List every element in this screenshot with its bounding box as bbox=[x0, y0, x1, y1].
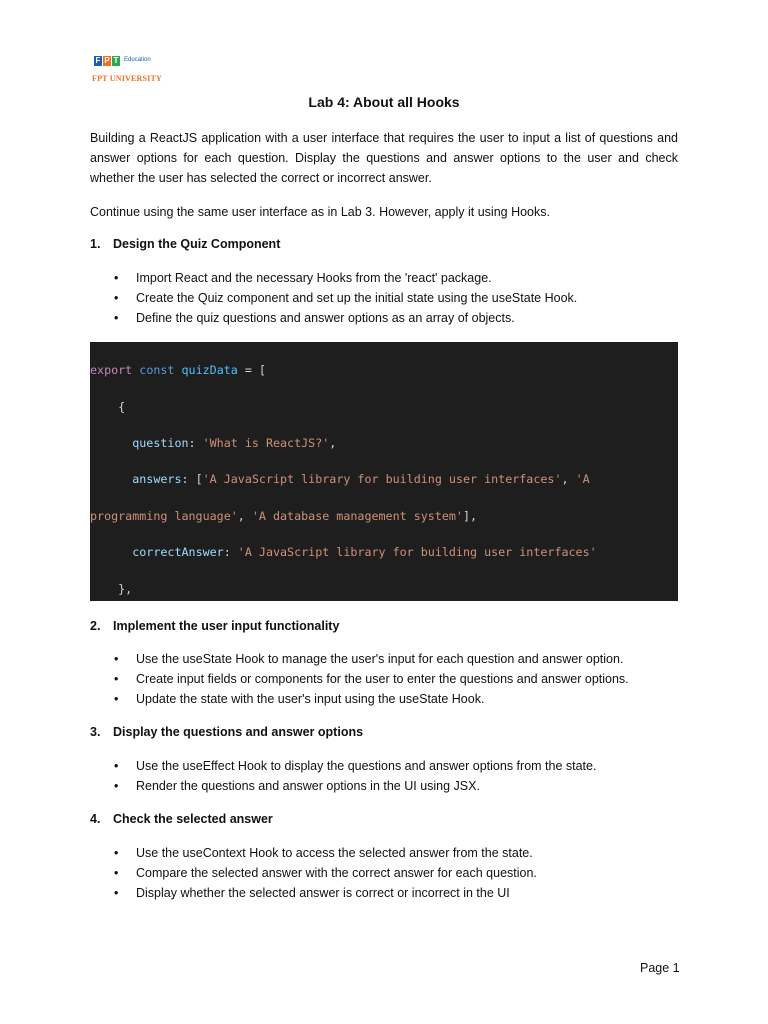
bullet-icon: • bbox=[114, 271, 119, 285]
section-heading-1 bbox=[90, 236, 280, 252]
list-item-text: Define the quiz questions and answer options as an array of objects. bbox=[136, 311, 515, 325]
list-item-text: Use the useState Hook to manage the user's input for each question and answer option. bbox=[136, 652, 624, 666]
code-line: question: 'What is ReactJS?', bbox=[132, 435, 337, 450]
bullet-icon: • bbox=[114, 846, 119, 860]
logo-block-f: F bbox=[95, 56, 101, 65]
intro-paragraph: Building a ReactJS application with a user interface that requires the user to input a list of questions and answer options for each question. Display the questions and answer options to the user and check whether the user has selected the correct or incorrect answer. bbox=[90, 131, 678, 185]
list-item-text: Compare the selected answer with the correct answer for each question. bbox=[136, 866, 537, 880]
bullet-icon: • bbox=[114, 779, 119, 793]
code-block bbox=[90, 342, 678, 601]
section-title: Display the questions and answer options bbox=[113, 725, 364, 739]
list-item-text: Create the Quiz component and set up the initial state using the useState Hook. bbox=[136, 291, 578, 305]
page-title: Lab 4: About all Hooks bbox=[308, 94, 460, 110]
bullet-icon: • bbox=[114, 652, 119, 666]
bullet-icon: • bbox=[114, 672, 119, 686]
list-item-text: Use the useContext Hook to access the selected answer from the state. bbox=[136, 846, 533, 860]
section-title: Implement the user input functionality bbox=[113, 619, 340, 633]
list-item-text: Display whether the selected answer is correct or incorrect in the UI bbox=[136, 886, 510, 900]
bullet-icon: • bbox=[114, 866, 119, 880]
bullet-icon: • bbox=[114, 291, 119, 305]
list-item-text: Create input fields or components for the user to enter the questions and answer options. bbox=[136, 672, 629, 686]
code-line: answers: ['A JavaScript library for building user interfaces', 'A bbox=[132, 472, 590, 487]
logo-education-text: Education bbox=[124, 57, 151, 63]
list-item-text: Use the useEffect Hook to display the questions and answer options from the state. bbox=[136, 759, 597, 773]
section-heading-3 bbox=[90, 724, 363, 740]
bullet-icon: • bbox=[114, 759, 119, 773]
list-item-text: Import React and the necessary Hooks from the 'react' package. bbox=[136, 271, 492, 285]
fpt-university-logo bbox=[92, 52, 172, 86]
section-number: 3. bbox=[90, 725, 101, 739]
bullet-icon: • bbox=[114, 311, 119, 325]
bullet-icon: • bbox=[114, 692, 119, 706]
logo-university-text: FPT UNIVERSITY bbox=[92, 74, 162, 83]
section-number: 1. bbox=[90, 237, 101, 251]
list-item-text: Render the questions and answer options in the UI using JSX. bbox=[136, 779, 480, 793]
logo-block-t: T bbox=[113, 56, 119, 65]
code-line: export const quizData = [ bbox=[90, 363, 266, 378]
list-item-text: Update the state with the user's input using the useState Hook. bbox=[136, 692, 485, 706]
continue-paragraph: Continue using the same user interface as in Lab 3. However, apply it using Hooks. bbox=[90, 205, 550, 219]
section-heading-2 bbox=[90, 618, 339, 634]
code-line: }, bbox=[90, 581, 133, 596]
section-title: Check the selected answer bbox=[113, 812, 273, 826]
section-number: 2. bbox=[90, 619, 101, 633]
code-line: programming language', 'A database management system'], bbox=[90, 508, 478, 523]
page-number: Page 1 bbox=[640, 961, 680, 975]
fpt-logo-blocks bbox=[94, 56, 120, 66]
section-number: 4. bbox=[90, 812, 101, 826]
section-heading-4 bbox=[90, 811, 273, 827]
code-line: { bbox=[90, 399, 126, 414]
code-line: correctAnswer: 'A JavaScript library for building user interfaces' bbox=[132, 545, 597, 560]
logo-block-p: P bbox=[104, 56, 110, 65]
section-title: Design the Quiz Component bbox=[113, 237, 281, 251]
bullet-icon: • bbox=[114, 886, 119, 900]
